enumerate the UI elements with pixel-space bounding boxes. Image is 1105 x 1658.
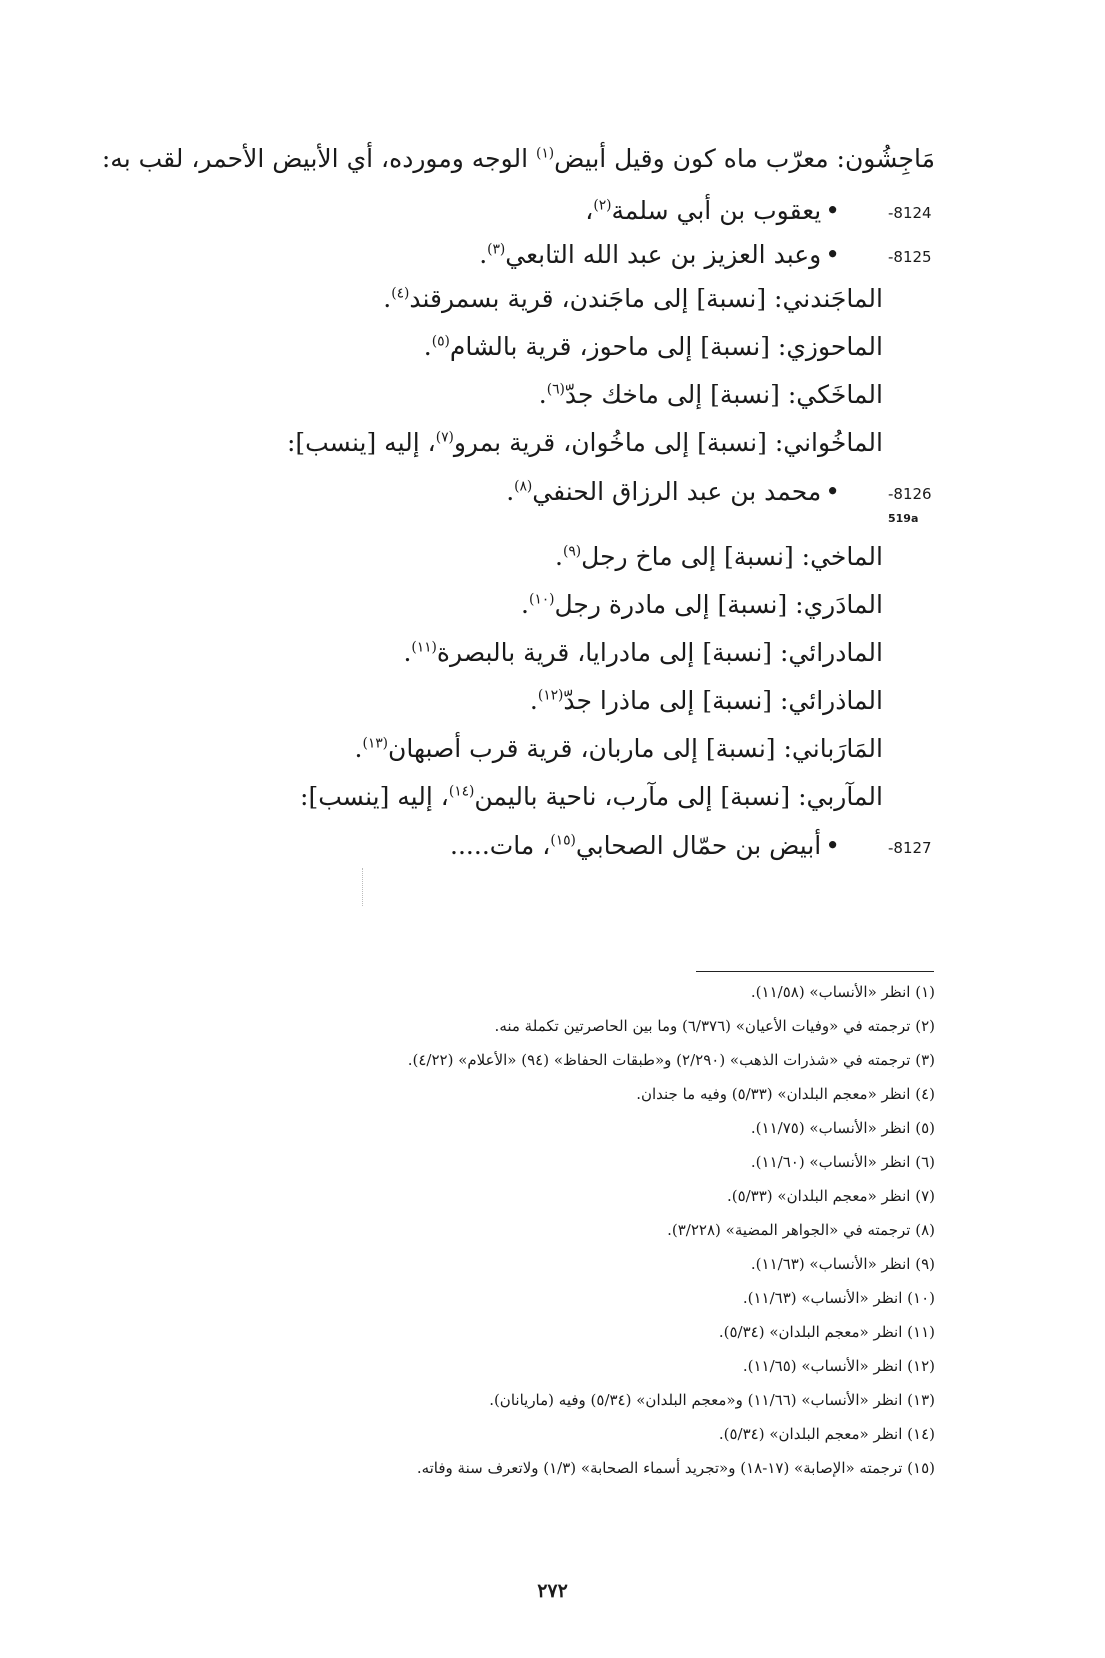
footnote: (٨) ترجمته في «الجواهر المضية» (٣/٢٢٨).	[667, 1221, 935, 1239]
footnote: (١٥) ترجمته «الإصابة» (١٧-١٨) و«تجريد أسماء الصحابة» (١/٣) ولاتعرف سنة وفاته.	[416, 1459, 935, 1477]
footnote: (٢) ترجمته في «وفيات الأعيان» (٦/٣٧٦) وما بين الحاصرتين تكملة منه.	[494, 1017, 935, 1035]
entry-line	[585, 194, 840, 228]
footnote: (١١) انظر «معجم البلدان» (٥/٣٤).	[718, 1323, 935, 1341]
bullet: •	[825, 831, 840, 860]
page-number: ٢٧٢	[537, 1580, 568, 1602]
footnote-ref[interactable]: (١٢)	[537, 687, 564, 704]
footnote-ref[interactable]: (٦)	[546, 381, 565, 398]
footnote-ref[interactable]: (٤)	[391, 285, 410, 302]
footnote: (١٤) انظر «معجم البلدان» (٥/٣٤).	[718, 1425, 935, 1443]
entry-line	[424, 330, 883, 364]
entry-text-after: .	[529, 686, 538, 715]
entry-text-after: .	[506, 477, 515, 506]
footnote-separator	[696, 971, 934, 972]
entry-text-after: .	[423, 332, 432, 361]
entry-number: -8127	[888, 839, 932, 857]
entry-line	[300, 780, 883, 814]
footnote: (٦) انظر «الأنساب» (١١/٦٠).	[750, 1153, 935, 1171]
entry-text: الماخُواني: [نسبة] إلى ماخُوان، قرية بمرو	[453, 428, 883, 457]
bullet: •	[825, 477, 840, 506]
entry-text-after: .	[521, 590, 529, 619]
entry-line	[355, 732, 883, 766]
entry-text: يعقوب بن أبي سلمة	[611, 196, 822, 225]
entry-text: الماخَكي: [نسبة] إلى ماخك جدّ	[564, 380, 883, 409]
entry-text: محمد بن عبد الرزاق الحنفي	[532, 477, 822, 506]
page-marker: 519a	[888, 512, 919, 525]
entry-text: المادَري: [نسبة] إلى مادرة رجل	[554, 590, 883, 619]
footnote-ref[interactable]: (١٤)	[448, 783, 475, 800]
footnote-ref[interactable]: (٧)	[435, 429, 454, 446]
entry-text: الماذرائي: [نسبة] إلى ماذرا جدّ	[563, 686, 883, 715]
footnote: (١٣) انظر «الأنساب» (١١/٦٦) و«معجم البلدان» (٥/٣٤) وفيه (ماريانان).	[489, 1391, 935, 1409]
entry-text-after: .	[383, 284, 392, 313]
entry-line	[530, 684, 883, 718]
entry-text-after: ،	[585, 196, 594, 225]
footnote: (٩) انظر «الأنساب» (١١/٦٣).	[750, 1255, 935, 1273]
entry-text-after: .	[354, 734, 363, 763]
entry-line	[555, 540, 883, 574]
footnote: (١) انظر «الأنساب» (١١/٥٨).	[750, 983, 935, 1001]
entry-line	[506, 475, 840, 509]
footnote: (٥) انظر «الأنساب» (١١/٧٥).	[750, 1119, 935, 1137]
footnote-ref[interactable]: (١١)	[411, 639, 437, 656]
entry-text: المَارَباني: [نسبة] إلى ماربان، قرية قرب أصبهان	[388, 734, 883, 763]
footnote-ref[interactable]: (١٥)	[550, 832, 576, 849]
bullet: •	[825, 196, 840, 225]
entry-line	[102, 142, 935, 176]
footnote-ref[interactable]: (١)	[536, 145, 555, 162]
entry-number: -8126	[888, 485, 932, 503]
entry-text: وعبد العزيز بن عبد الله التابعي	[505, 240, 822, 269]
entry-text: الماحوزي: [نسبة] إلى ماحوز، قرية بالشام	[449, 332, 883, 361]
bullet: •	[825, 240, 840, 269]
footnote: (٤) انظر «معجم البلدان» (٥/٣٣) وفيه ما جندان.	[636, 1085, 935, 1103]
entry-text: المادرائي: [نسبة] إلى مادرايا، قرية بالبصرة	[436, 638, 883, 667]
entry-text-after: ، مات.....	[450, 831, 551, 860]
footnote-ref[interactable]: (٣)	[487, 241, 506, 258]
scan-mark	[362, 868, 363, 906]
footnote: (١٠) انظر «الأنساب» (١١/٦٣).	[742, 1289, 935, 1307]
entry-line	[383, 282, 883, 316]
entry-number: -8124	[888, 204, 932, 222]
entry-text-after: .	[538, 380, 547, 409]
entry-text-after: ، إليه [ينسب]:	[300, 782, 449, 811]
entry-line	[539, 378, 883, 412]
entry-line	[521, 588, 883, 622]
footnote-ref[interactable]: (٥)	[431, 333, 450, 350]
entry-text: الماخي: [نسبة] إلى ماخ رجل	[581, 542, 883, 571]
entry-text-after: ، إليه [ينسب]:	[286, 428, 436, 457]
footnote-ref[interactable]: (١٠)	[528, 591, 555, 608]
footnote-ref[interactable]: (١٣)	[362, 735, 389, 752]
footnote: (٧) انظر «معجم البلدان» (٥/٣٣).	[726, 1187, 935, 1205]
footnote: (١٢) انظر «الأنساب» (١١/٦٥).	[742, 1357, 935, 1375]
entry-text-after: .	[555, 542, 563, 571]
entry-line	[450, 829, 840, 863]
entry-number: -8125	[888, 248, 932, 266]
footnote-ref[interactable]: (٩)	[563, 543, 582, 560]
entry-line	[287, 426, 883, 460]
footnote-ref[interactable]: (٢)	[593, 197, 612, 214]
entry-line	[479, 238, 840, 272]
entry-text: الماجَندني: [نسبة] إلى ماجَندن، قرية بسمرقند	[409, 284, 883, 313]
entry-text: المآربي: [نسبة] إلى مآرب، ناحية باليمن	[474, 782, 883, 811]
entry-text: مَاجِشُون: معرّب ماه كون وقيل أبيض	[554, 144, 935, 173]
footnote: (٣) ترجمته في «شذرات الذهب» (٢/٢٩٠) و«طبقات الحفاظ» (٩٤) «الأعلام» (٤/٢٢).	[407, 1051, 935, 1069]
entry-text-after: الوجه ومورده، أي الأبيض الأحمر، لقب به:	[101, 144, 537, 173]
entry-text: أبيض بن حمّال الصحابي	[575, 831, 822, 860]
entry-text-after: .	[403, 638, 412, 667]
footnote-ref[interactable]: (٨)	[514, 478, 533, 495]
entry-line	[403, 636, 883, 670]
entry-text-after: .	[479, 240, 488, 269]
